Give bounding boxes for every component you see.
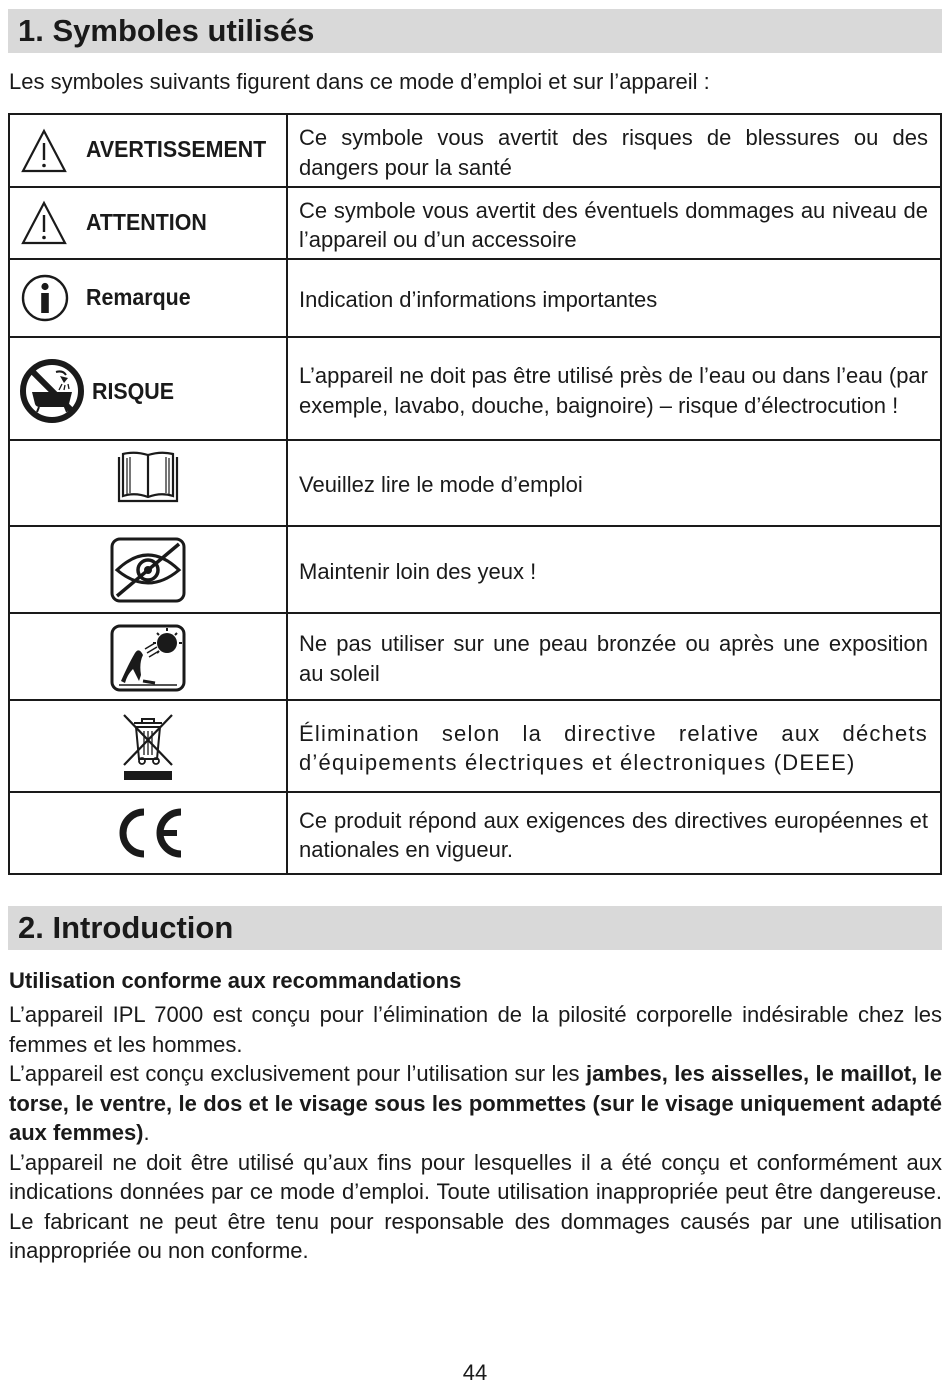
no-eye-icon	[109, 536, 187, 604]
symbol-row-sun	[9, 613, 941, 700]
sun-tan-icon	[109, 623, 187, 693]
symbol-row-attention	[9, 187, 941, 259]
symbol-description: Ce symbole vous avertit des risques de blessures ou des dangers pour la santé	[287, 114, 941, 187]
warning-triangle-icon	[20, 128, 68, 174]
paragraph-text: L’appareil est conçu exclusivement pour l’utilisation sur les	[9, 1061, 586, 1086]
intended-use-heading: Utilisation conforme aux recommandations	[9, 968, 462, 993]
intended-use-body	[9, 1000, 942, 1266]
symbol-label: RISQUE	[92, 378, 175, 404]
symbol-label: Remarque	[86, 284, 191, 310]
symbol-description: Indication d’informations importantes	[287, 259, 941, 337]
section-heading-introduction: 2. Introduction	[8, 906, 942, 950]
symbol-description: Ce produit répond aux exigences des directives européennes et nationales en vigueur.	[287, 792, 941, 874]
paragraph: L’appareil ne doit être utilisé qu’aux fins pour lesquelles il a été conçu et conformément aux indications données par ce mode d’emploi. Toute utilisation inappropriée peut être dangereuse. Le fabricant ne peut être tenu pour responsable des dommages causés par une utilisation inappropriée ou non conforme.	[9, 1149, 942, 1263]
paragraph-text: .	[143, 1120, 150, 1145]
paragraph	[9, 1059, 942, 1148]
symbols-intro: Les symboles suivants figurent dans ce mode d’emploi et sur l’appareil :	[9, 69, 710, 94]
symbol-row-weee	[9, 700, 941, 792]
info-icon	[20, 273, 70, 323]
symbol-row-manual	[9, 440, 941, 526]
symbol-label: ATTENTION	[86, 209, 207, 235]
ce-mark-icon	[113, 807, 185, 859]
symbol-description: Veuillez lire le mode d’emploi	[287, 440, 941, 526]
symbols-table	[8, 113, 942, 875]
symbol-label: AVERTISSEMENT	[86, 136, 267, 162]
no-bath-icon	[19, 358, 85, 424]
symbol-description: Maintenir loin des yeux !	[287, 526, 941, 613]
symbol-description: Ne pas utiliser sur une peau bronzée ou après une exposition au soleil	[287, 613, 941, 700]
symbol-row-risk	[9, 337, 941, 440]
symbol-row-remark	[9, 259, 941, 337]
symbol-row-eyes	[9, 526, 941, 613]
symbol-row-warning	[9, 114, 941, 187]
body-areas-emphasis: jambes, les aisselles, le maillot, le torse, le ventre, le dos et le visage sous les pommettes (sur le visage uniquement adapté aux femmes)	[9, 1061, 942, 1145]
paragraph: L’appareil IPL 7000 est conçu pour l’élimination de la pilosité corporelle indésirable chez les femmes et les hommes.	[9, 1002, 942, 1057]
warning-triangle-icon	[20, 200, 68, 246]
page-number: 44	[462, 1360, 488, 1385]
symbol-description: L’appareil ne doit pas être utilisé près de l’eau ou dans l’eau (par exemple, lavabo, douche, baignoire) – risque d’électrocution !	[287, 337, 941, 440]
symbol-description: Élimination selon la directive relative aux déchets d’équipements électriques et électroniques (DEEE)	[287, 700, 941, 792]
section-heading-symbols: 1. Symboles utilisés	[8, 9, 942, 53]
weee-bin-icon	[120, 709, 176, 785]
symbol-description: Ce symbole vous avertit des éventuels dommages au niveau de l’appareil ou d’un accessoire	[287, 187, 941, 259]
symbol-row-ce	[9, 792, 941, 874]
manual-book-icon	[115, 451, 181, 507]
